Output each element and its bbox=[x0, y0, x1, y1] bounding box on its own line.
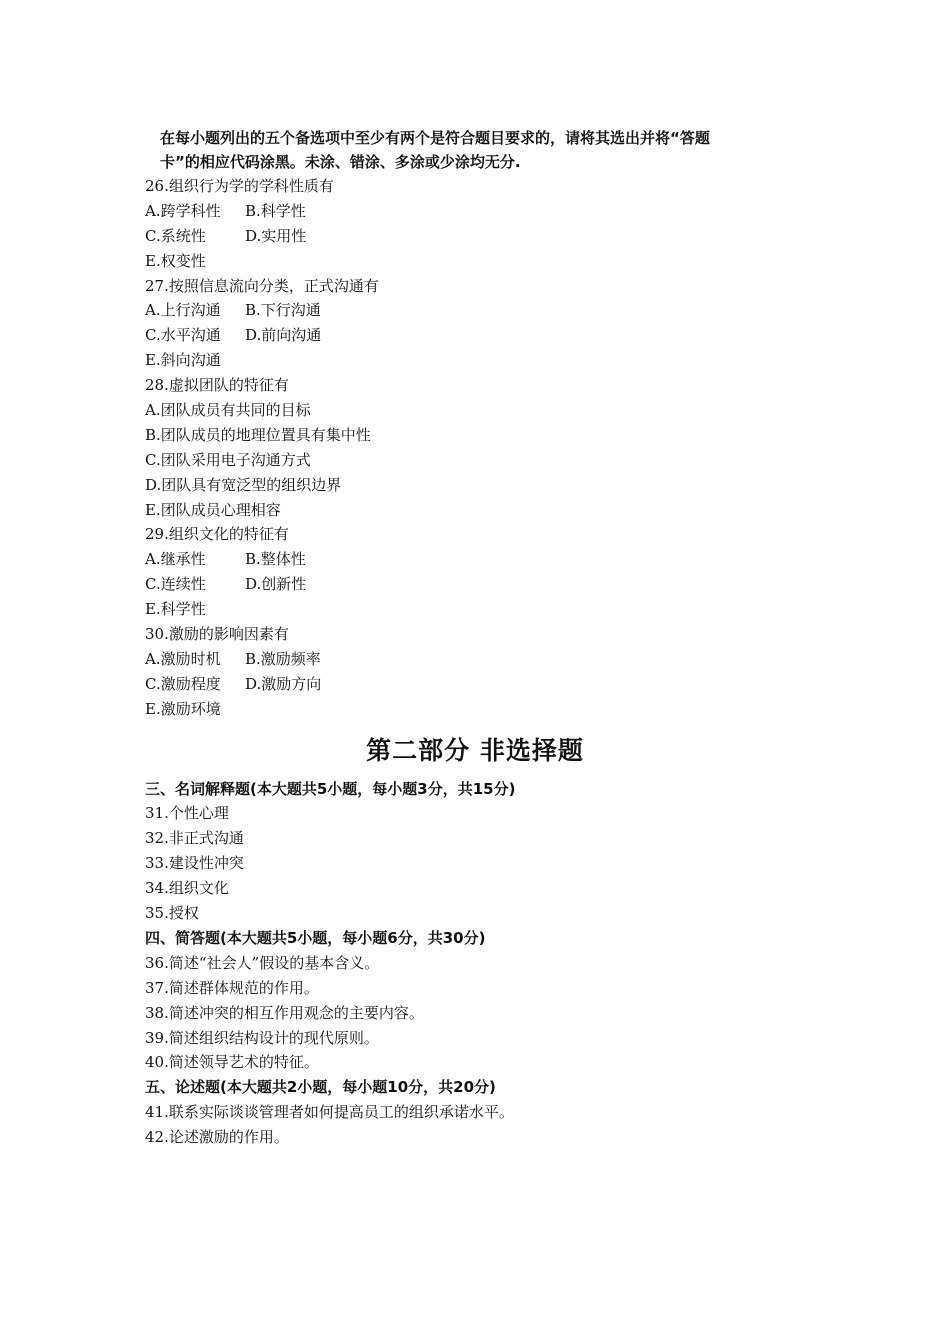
option-e: E.斜向沟通 bbox=[145, 351, 221, 370]
question-37: 37.简述群体规范的作用。 bbox=[145, 978, 319, 997]
instruction-line-1: 在每小题列出的五个备选项中至少有两个是符合题目要求的，请将其选出并将“答题 bbox=[160, 129, 710, 147]
section-4-heading: 四、简答题(本大题共5小题，每小题6分，共30分) bbox=[145, 928, 486, 947]
question-26: 26.组织行为学的学科性质有 bbox=[145, 177, 334, 195]
option-d: D.激励方向 bbox=[245, 674, 322, 693]
option-c: C.激励程度 bbox=[145, 674, 221, 693]
question-33: 33.建设性冲突 bbox=[145, 854, 244, 873]
question-42: 42.论述激励的作用。 bbox=[145, 1128, 289, 1147]
option-b: B.整体性 bbox=[245, 550, 306, 569]
option-d: D.团队具有宽泛型的组织边界 bbox=[145, 475, 342, 494]
question-27-options-row-1 bbox=[145, 298, 845, 323]
question-30-options-row-2 bbox=[145, 672, 845, 697]
option-e: E.权变性 bbox=[145, 251, 206, 270]
question-36: 36.简述“社会人”假设的基本含义。 bbox=[145, 953, 380, 972]
option-e: E.团队成员心理相容 bbox=[145, 500, 281, 519]
question-38: 38.简述冲突的相互作用观念的主要内容。 bbox=[145, 1003, 424, 1022]
question-41: 41.联系实际谈谈管理者如何提高员工的组织承诺水平。 bbox=[145, 1103, 514, 1122]
question-39: 39.简述组织结构设计的现代原则。 bbox=[145, 1028, 379, 1047]
section-3-heading: 三、名词解释题(本大题共5小题，每小题3分，共15分) bbox=[145, 779, 516, 798]
option-d: D.实用性 bbox=[245, 226, 307, 245]
question-30: 30.激励的影响因素有 bbox=[145, 625, 289, 644]
option-e: E.激励环境 bbox=[145, 699, 221, 718]
option-c: C.系统性 bbox=[145, 226, 206, 245]
question-27-options-row-2 bbox=[145, 323, 845, 348]
option-a: A.上行沟通 bbox=[145, 301, 221, 320]
instruction-line-2: 卡”的相应代码涂黑。未涂、错涂、多涂或少涂均无分. bbox=[160, 153, 521, 171]
question-30-options-row-1 bbox=[145, 647, 845, 672]
section-5-heading: 五、论述题(本大题共2小题，每小题10分，共20分) bbox=[145, 1078, 496, 1097]
question-31: 31.个性心理 bbox=[145, 804, 229, 823]
question-40: 40.简述领导艺术的特征。 bbox=[145, 1053, 319, 1072]
option-a: A.跨学科性 bbox=[145, 201, 221, 220]
question-29: 29.组织文化的特征有 bbox=[145, 525, 289, 544]
option-b: B.团队成员的地理位置具有集中性 bbox=[145, 425, 371, 444]
question-29-options-row-2 bbox=[145, 572, 845, 597]
question-35: 35.授权 bbox=[145, 904, 199, 923]
option-a: A.激励时机 bbox=[145, 649, 221, 668]
option-b: B.激励频率 bbox=[245, 649, 321, 668]
option-a: A.继承性 bbox=[145, 550, 206, 569]
part-two-title: 第二部分 非选择题 bbox=[366, 735, 584, 765]
option-a: A.团队成员有共同的目标 bbox=[145, 401, 311, 420]
question-29-options-row-1 bbox=[145, 547, 845, 572]
question-26-options-row-2 bbox=[145, 224, 845, 249]
option-c: C.水平沟通 bbox=[145, 326, 221, 345]
question-content bbox=[145, 174, 845, 1150]
option-e: E.科学性 bbox=[145, 600, 206, 619]
question-27: 27.按照信息流向分类，正式沟通有 bbox=[145, 276, 379, 295]
question-32: 32.非正式沟通 bbox=[145, 829, 244, 848]
option-c: C.团队采用电子沟通方式 bbox=[145, 450, 311, 469]
option-b: B.下行沟通 bbox=[245, 301, 321, 320]
option-d: D.前向沟通 bbox=[245, 326, 322, 345]
question-26-options-row-1 bbox=[145, 199, 845, 224]
question-34: 34.组织文化 bbox=[145, 879, 229, 898]
question-28: 28.虚拟团队的特征有 bbox=[145, 376, 289, 395]
option-b: B.科学性 bbox=[245, 201, 306, 220]
instruction-block bbox=[160, 126, 800, 174]
option-d: D.创新性 bbox=[245, 575, 307, 594]
option-c: C.连续性 bbox=[145, 575, 206, 594]
